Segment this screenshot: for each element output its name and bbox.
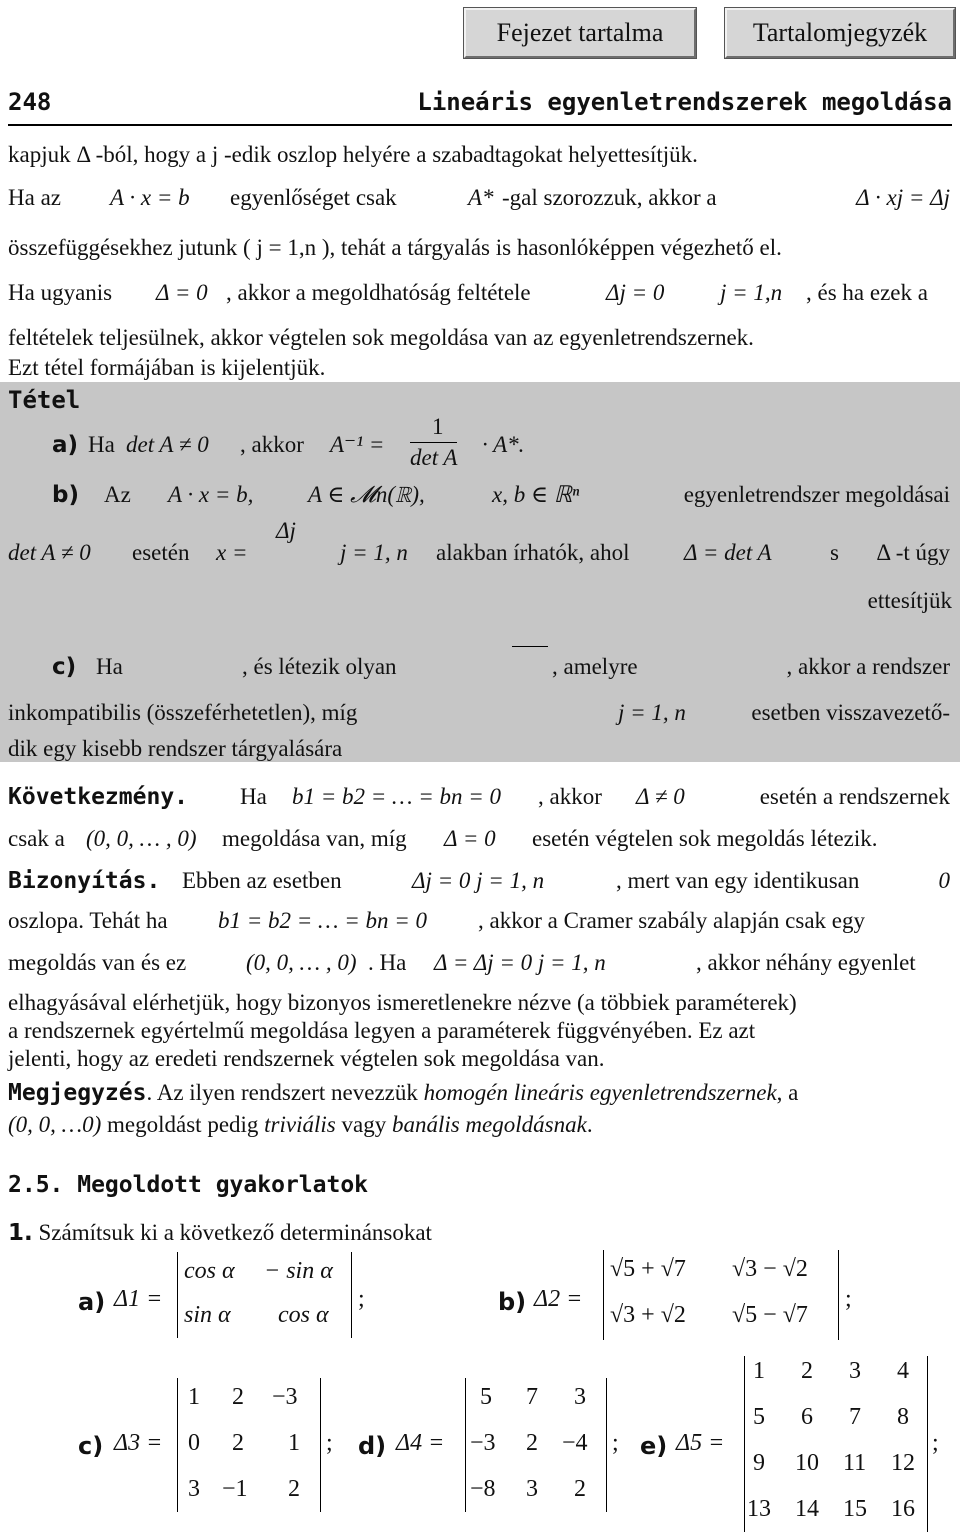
separator: ; (845, 1286, 852, 1312)
math-j-range: j = 1,n (720, 280, 783, 305)
label-b: b) (52, 482, 79, 508)
det-cell: 4 (897, 1358, 909, 1384)
math-delta-conditions: Δ = Δj = 0 j = 1, n (434, 950, 606, 975)
det-lhs-b: Δ2 = (534, 1286, 583, 1312)
det-cell: 13 (747, 1496, 771, 1522)
running-title: Lineáris egyenletrendszerek megoldása (417, 88, 952, 116)
corollary-line-2 (8, 826, 952, 852)
text: , akkor a megoldhatóság feltétele (226, 280, 531, 305)
header-rule (8, 124, 952, 126)
separator: ; (612, 1430, 619, 1456)
table-of-contents-button[interactable] (725, 8, 955, 58)
text: . Az ilyen rendszert nevezzük (146, 1080, 424, 1105)
det-cell: 2 (801, 1358, 813, 1384)
det-cell: −3 (272, 1384, 298, 1410)
section-heading: 2.5. Megoldott gyakorlatok (8, 1172, 369, 1198)
separator: ; (358, 1286, 365, 1312)
text: . Ha (368, 950, 407, 975)
det-lhs-e: Δ5 = (676, 1430, 725, 1456)
text: Ha (96, 654, 123, 679)
theorem-heading: Tétel (8, 386, 81, 414)
math-delta-x: Δ · xj = Δj (856, 185, 950, 210)
text: , amelyre (552, 654, 638, 679)
text: s (830, 540, 839, 565)
det-cell: 11 (843, 1450, 867, 1476)
text: , akkor (240, 432, 304, 457)
text: , és ha ezek a (806, 280, 928, 305)
body-line-6: Ezt tétel formájában is kijelentjük. (8, 355, 326, 380)
exercise-number: 1. (8, 1220, 33, 1246)
body-line-4 (8, 280, 952, 306)
det-cell: 7 (849, 1404, 861, 1430)
math-zero: 0 (938, 868, 950, 893)
proof-line-4: elhagyásával elérhetjük, hogy bizonyos ismeretlenekre nézve (a többiek paraméterek) (8, 990, 797, 1015)
math-system: A · x = b, (168, 482, 254, 507)
det-cell: 3 (574, 1384, 586, 1410)
math-zero-vector: (0, 0, …0) (8, 1112, 102, 1137)
math-vectors: x, b ∈ ℝⁿ (492, 482, 580, 507)
det-cell: 3 (188, 1476, 200, 1502)
math-j-range: j = 1, n (340, 540, 408, 565)
text: esetben visszavezető- (751, 700, 950, 725)
det-cell: 3 (849, 1358, 861, 1384)
text: , akkor a rendszer (786, 654, 950, 679)
text: Ha ugyanis (8, 280, 113, 305)
text: Ebben az esetben (182, 868, 342, 893)
det-cell: √5 − √7 (732, 1302, 808, 1328)
det-cell: −1 (222, 1476, 248, 1502)
text: , akkor a Cramer szabály alapján csak egy (478, 908, 865, 933)
label-a: a) (52, 432, 79, 458)
label-b: b) (498, 1288, 527, 1316)
math-det-nonzero: det A ≠ 0 (126, 432, 209, 457)
det-cell: 10 (795, 1450, 819, 1476)
math-delta-j-zero: Δj = 0 (606, 280, 665, 305)
text: Az (104, 482, 131, 507)
overline-mark (512, 646, 548, 647)
text: Ha (88, 432, 115, 457)
label-c: c) (52, 654, 77, 680)
det-cell: 2 (526, 1430, 538, 1456)
det-cell: 16 (891, 1496, 915, 1522)
det-cell: 5 (753, 1404, 765, 1430)
proof-heading: Bizonyítás. (8, 868, 161, 894)
determinant-a (177, 1252, 352, 1338)
text: Ha az (8, 185, 61, 210)
text: -gal szorozzuk, akkor a (502, 185, 717, 210)
proof-line-3 (8, 950, 952, 976)
math-delta-j: Δj (276, 518, 296, 543)
chapter-contents-label: Fejezet tartalma (496, 18, 664, 47)
det-cell: 6 (801, 1404, 813, 1430)
text: inkompatibilis (összeférhetetlen), míg (8, 700, 358, 725)
det-cell: sin α (184, 1302, 231, 1328)
math-b-zero: b1 = b2 = … = bn = 0 (218, 908, 428, 933)
det-cell: 1 (288, 1430, 300, 1456)
det-lhs-c: Δ3 = (114, 1430, 163, 1456)
determinant-b (603, 1250, 839, 1340)
det-cell: 3 (526, 1476, 538, 1502)
text: . (586, 1112, 593, 1137)
math-delta-def: Δ = det A (684, 540, 772, 565)
text: , mert van egy identikusan (616, 868, 860, 893)
corollary-line-1 (8, 784, 952, 810)
math-a-inverse: A⁻¹ = (330, 432, 385, 457)
det-cell: −4 (562, 1430, 588, 1456)
det-cell: 9 (753, 1450, 765, 1476)
det-cell: −3 (470, 1430, 496, 1456)
proof-line-2 (8, 908, 952, 934)
theorem-c-line-2 (8, 700, 952, 726)
text: csak a (8, 826, 65, 851)
label-a: a) (78, 1288, 106, 1316)
math-ax-b: A · x = b (110, 185, 190, 210)
math-matrix-set: A ∈ 𝓜n(ℝ), (308, 482, 425, 507)
text: Számítsuk ki a következő determinánsokat (38, 1220, 432, 1245)
det-cell: 0 (188, 1430, 200, 1456)
page-number: 248 (8, 88, 52, 116)
math-x-equals: x = (216, 540, 248, 565)
det-cell: 14 (795, 1496, 819, 1522)
det-cell: 12 (891, 1450, 915, 1476)
det-cell: cos α (278, 1302, 329, 1328)
det-cell: cos α (184, 1258, 235, 1284)
label-d: d) (358, 1432, 387, 1460)
det-cell: 2 (232, 1384, 244, 1410)
label-c: c) (78, 1432, 104, 1460)
separator: ; (326, 1430, 333, 1456)
text: megoldás van és ez (8, 950, 187, 975)
math-a-star: · A*. (482, 432, 525, 457)
body-line-1: kapjuk Δ -ból, hogy a j -edik oszlop helyére a szabadtagokat helyettesítjük. (8, 142, 698, 167)
text: , a (776, 1080, 799, 1105)
text: megoldást pedig (101, 1112, 265, 1137)
determinant-d (465, 1378, 607, 1512)
fraction-denominator: det A (410, 442, 457, 471)
remark-heading: Megjegyzés (8, 1080, 147, 1106)
proof-line-6: jelenti, hogy az eredeti rendszernek végtelen sok megoldása van. (8, 1046, 605, 1071)
toc-label: Tartalomjegyzék (752, 18, 928, 47)
math-delta-nonzero: Δ ≠ 0 (636, 784, 685, 809)
det-cell: 8 (897, 1404, 909, 1430)
body-line-5: feltételek teljesülnek, akkor végtelen sok megoldása van az egyenletrendszernek. (8, 325, 754, 350)
text: , akkor néhány egyenlet (696, 950, 916, 975)
det-cell: 1 (188, 1384, 200, 1410)
remark-line-2 (8, 1112, 952, 1138)
text: esetén (132, 540, 190, 565)
det-cell: √3 + √2 (610, 1302, 686, 1328)
math-zero-vector: (0, 0, … , 0) (86, 826, 197, 851)
math-det-nonzero: det A ≠ 0 (8, 540, 91, 565)
math-j-range: j = 1, n (618, 700, 686, 725)
proof-line-5: a rendszernek egyértelmű megoldása legyen a paraméterek függvényében. Ez azt (8, 1018, 756, 1043)
det-cell: 2 (288, 1476, 300, 1502)
det-cell: 2 (574, 1476, 586, 1502)
det-cell: −8 (470, 1476, 496, 1502)
body-line-3: összefüggésekhez jutunk ( j = 1,n ), tehát a tárgyalás is hasonlóképpen végezhető el. (8, 235, 782, 260)
det-cell: √5 + √7 (610, 1256, 686, 1282)
determinant-c (177, 1378, 321, 1512)
text: , és létezik olyan (242, 654, 397, 679)
proof-line-1 (8, 868, 952, 894)
emphasis: triviális (264, 1112, 336, 1137)
text: vagy (335, 1112, 392, 1137)
math-a-star: A* (468, 185, 494, 210)
determinant-e (744, 1356, 928, 1532)
det-lhs-a: Δ1 = (114, 1286, 163, 1312)
theorem-b-end: ettesítjük (867, 588, 952, 613)
body-line-2 (8, 185, 952, 211)
chapter-contents-button[interactable] (464, 8, 696, 58)
det-cell: 7 (526, 1384, 538, 1410)
theorem-b-cont (8, 518, 952, 566)
text: Δ -t úgy (876, 540, 950, 565)
remark-line-1 (8, 1080, 952, 1106)
math-delta-j-zero: Δj = 0 j = 1, n (412, 868, 545, 893)
text: esetén a rendszernek (759, 784, 950, 809)
det-cell: √3 − √2 (732, 1256, 808, 1282)
fraction-numerator: 1 (432, 414, 444, 439)
text: oszlopa. Tehát ha (8, 908, 168, 933)
det-lhs-d: Δ4 = (396, 1430, 445, 1456)
text: megoldása van, míg (222, 826, 407, 851)
det-cell: 2 (232, 1430, 244, 1456)
emphasis: banális megoldásnak (391, 1112, 587, 1137)
text: esetén végtelen sok megoldás létezik. (532, 826, 878, 851)
text: alakban írhatók, ahol (436, 540, 630, 565)
corollary-heading: Következmény. (8, 784, 189, 810)
theorem-c-line-3: dik egy kisebb rendszer tárgyalására (8, 736, 343, 761)
text: egyenlőséget csak (230, 185, 397, 210)
math-delta-zero: Δ = 0 (156, 280, 208, 305)
math-zero-vector: (0, 0, … , 0) (246, 950, 357, 975)
det-cell: 5 (480, 1384, 492, 1410)
separator: ; (932, 1430, 939, 1456)
det-cell: 1 (753, 1358, 765, 1384)
text: egyenletrendszer megoldásai (683, 482, 950, 507)
det-cell: − sin α (264, 1258, 333, 1284)
det-cell: 15 (843, 1496, 867, 1522)
math-b-zero: b1 = b2 = … = bn = 0 (292, 784, 502, 809)
emphasis: homogén lineáris egyenletrendszernek (423, 1080, 777, 1105)
text: Ha (240, 784, 267, 809)
label-e: e) (640, 1432, 668, 1460)
text: , akkor (538, 784, 602, 809)
math-delta-zero: Δ = 0 (444, 826, 496, 851)
exercise-prompt (8, 1220, 952, 1246)
